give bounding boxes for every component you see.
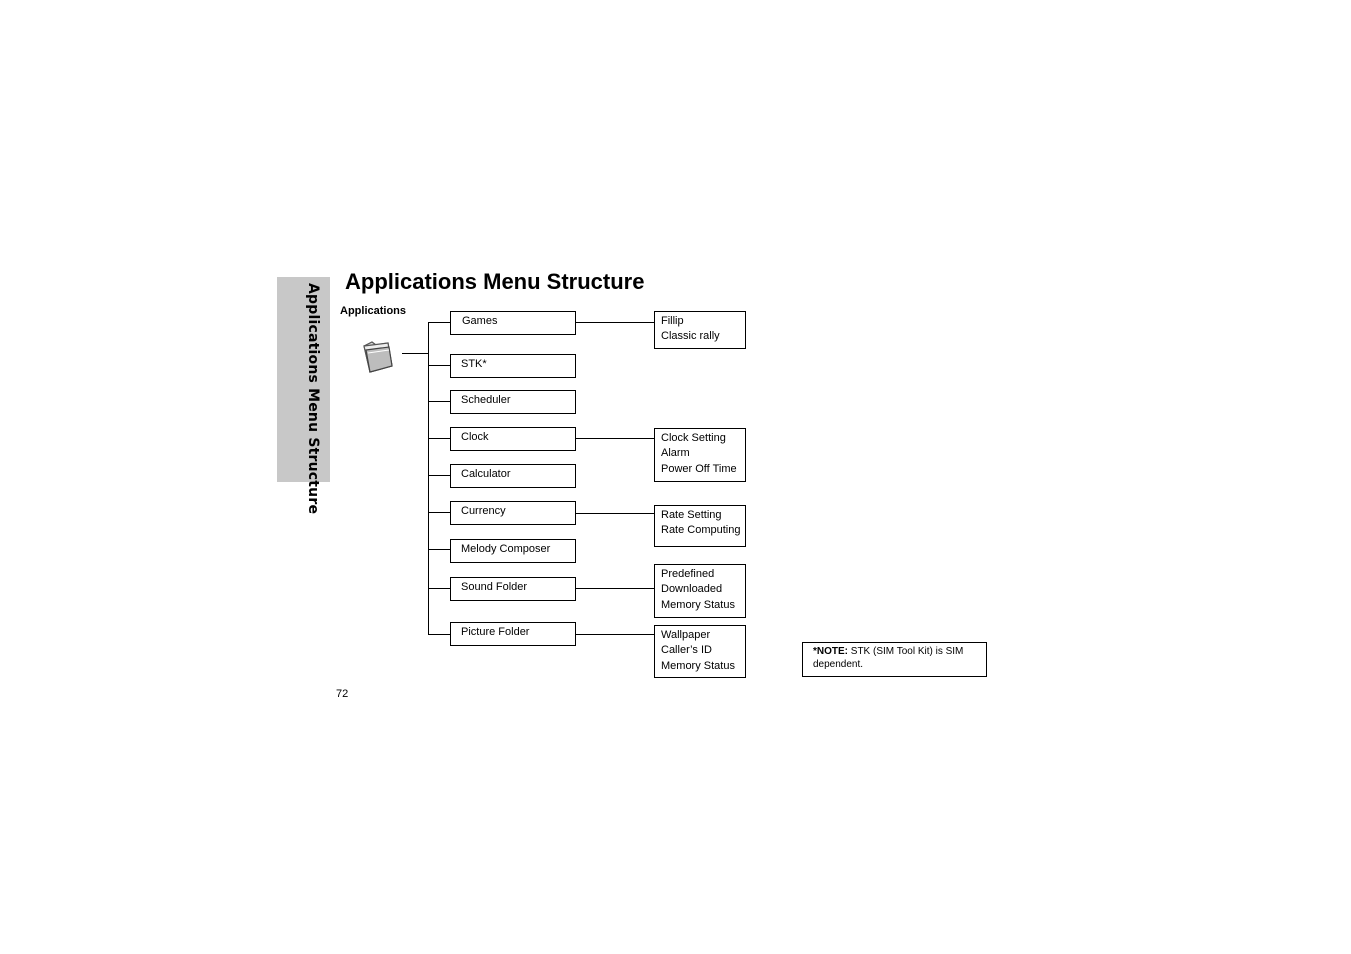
submenu-item: Predefined [661,568,715,580]
menu-item-scheduler: Scheduler [450,390,576,414]
submenu-games [654,311,746,349]
menu-item-currency: Currency [450,501,576,525]
menu-item-sound-folder: Sound Folder [450,577,576,601]
submenu-item: Rate Setting [661,509,722,521]
branch-currency [428,512,450,513]
branch-games [428,322,450,323]
folder-icon [358,336,398,376]
side-tab [277,277,330,515]
submenu-item: Memory Status [661,659,735,672]
submenu-item: Classic rally [661,330,720,343]
side-tab-label: Applications Menu Structure [305,283,321,515]
branch-calculator [428,475,450,476]
submenu-item: Caller’s ID [661,644,712,657]
sub-branch-sound [575,588,655,589]
menu-item-melody-composer: Melody Composer [450,539,576,563]
menu-item-clock: Clock [450,427,576,451]
sub-branch-games [575,322,655,323]
root-connector [402,353,429,354]
branch-stk [428,365,450,366]
note-box [802,642,987,677]
submenu-picture-folder [654,625,746,678]
menu-item-stk: STK* [450,354,576,378]
branch-clock [428,438,450,439]
submenu-item: Wallpaper [661,629,711,641]
submenu-item: Downloaded [661,583,723,596]
submenu-item: Clock Setting [661,432,726,444]
sub-branch-clock [575,438,655,439]
note-label: *NOTE: [813,646,848,657]
submenu-item: Fillip [661,315,684,327]
submenu-item: Rate Computing [661,524,741,537]
submenu-currency [654,505,746,547]
menu-item-calculator: Calculator [450,464,576,488]
note-text: STK (SIM Tool Kit) is SIM dependent. [813,646,964,670]
menu-item-games: Games [450,311,576,335]
tree-root-label: Applications [340,305,407,317]
branch-scheduler [428,401,450,402]
branch-picture [428,634,450,635]
menu-item-picture-folder: Picture Folder [450,622,576,646]
submenu-item: Memory Status [661,598,735,611]
branch-melody [428,549,450,550]
sub-branch-currency [575,513,655,514]
page-title: Applications Menu Structure [345,269,645,294]
submenu-clock [654,428,746,482]
submenu-item: Alarm [661,447,690,460]
page-number: 72 [336,688,349,700]
submenu-sound-folder [654,564,746,618]
branch-sound [428,588,450,589]
sub-branch-picture [575,634,655,635]
submenu-item: Power Off Time [661,462,737,475]
